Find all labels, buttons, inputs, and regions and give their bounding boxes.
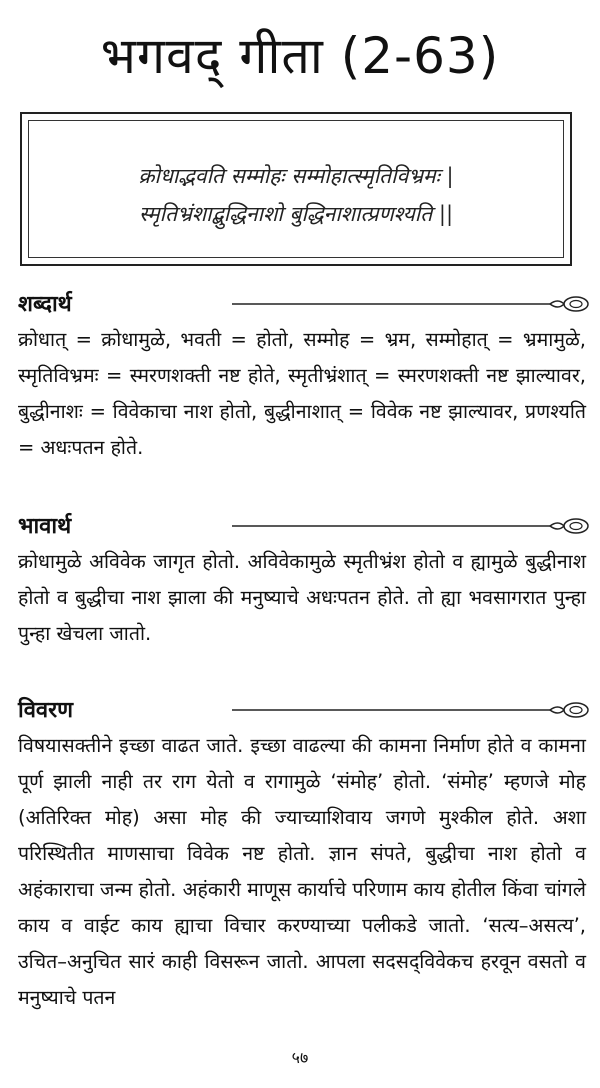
section-heading-vivaran bbox=[18, 694, 588, 724]
section-heading-bhavarth bbox=[18, 510, 588, 540]
verse-box bbox=[20, 112, 572, 266]
page-title: भगवद् गीता (2-63) bbox=[100, 27, 500, 85]
section-label: विवरण bbox=[18, 698, 74, 723]
page-number: ५७ bbox=[291, 1048, 309, 1067]
bhavarth-text: क्रोधामुळे अविवेक जागृत होतो. अविवेकामुळे स्मृतीभ्रंश होतो व ह्यामुळे बुद्धीनाश होतो व बुद्धीचा नाश झाला की मनुष्याचे अधःपतन होते. तो ह्या भवसागरात पुन्हा पुन्हा खेचला जातो. bbox=[18, 550, 586, 645]
divider-ornament-icon bbox=[232, 516, 592, 536]
divider-ornament-icon bbox=[232, 700, 592, 720]
shabdarth-text: क्रोधात् = क्रोधामुळे, भवती = होतो, सम्मोह = भ्रम, सम्मोहात् = भ्रमामुळे, स्मृतिविभ्रमः = स्मरणशक्ती नष्ट होते, स्मृतीभ्रंशात् = स्मरणशक्ती नष्ट झाल्यावर, बुद्धीनाशः = विवेकाचा नाश होतो, बुद्धीनाशात् = विवेक नष्ट झाल्यावर, प्रणश्यति = अधःपतन होते. bbox=[18, 328, 586, 459]
section-label: भावार्थ bbox=[18, 514, 72, 539]
section-heading-shabdarth bbox=[18, 288, 588, 318]
divider-ornament-icon bbox=[232, 294, 592, 314]
verse-line-1: क्रोधाद्भवति सम्मोहः सम्मोहात्स्मृतिविभ्रमः | bbox=[138, 164, 454, 188]
vivaran-text: विषयासक्तीने इच्छा वाढत जाते. इच्छा वाढल्या की कामना निर्माण होते व कामना पूर्ण झाली नाही तर राग येतो व रागामुळे ‘संमोह’ होतो. ‘संमोह’ म्हणजे मोह (अतिरिक्त मोह) असा मोह की ज्याच्याशिवाय जगणे मुश्कील होते. अशा परिस्थितीत माणसाचा विवेक नष्ट होतो. ज्ञान संपते, बुद्धीचा नाश होतो व अहंकाराचा जन्म होतो. अहंकारी माणूस कार्याचे परिणाम काय होतील किंवा चांगले काय व वाईट काय ह्याचा विचार करण्याच्या पलीकडे जातो. ‘सत्य–असत्य’, उचित–अनुचित सारं काही विसरून जातो. आपला सदसद्‌विवेकच हरवून वसतो व मनुष्याचे पतन bbox=[18, 734, 586, 1009]
section-label: शब्दार्थ bbox=[18, 292, 72, 317]
verse-line-2: स्मृतिभ्रंशाद्बुद्धिनाशो बुद्धिनाशात्प्रणश्यति || bbox=[138, 202, 454, 226]
